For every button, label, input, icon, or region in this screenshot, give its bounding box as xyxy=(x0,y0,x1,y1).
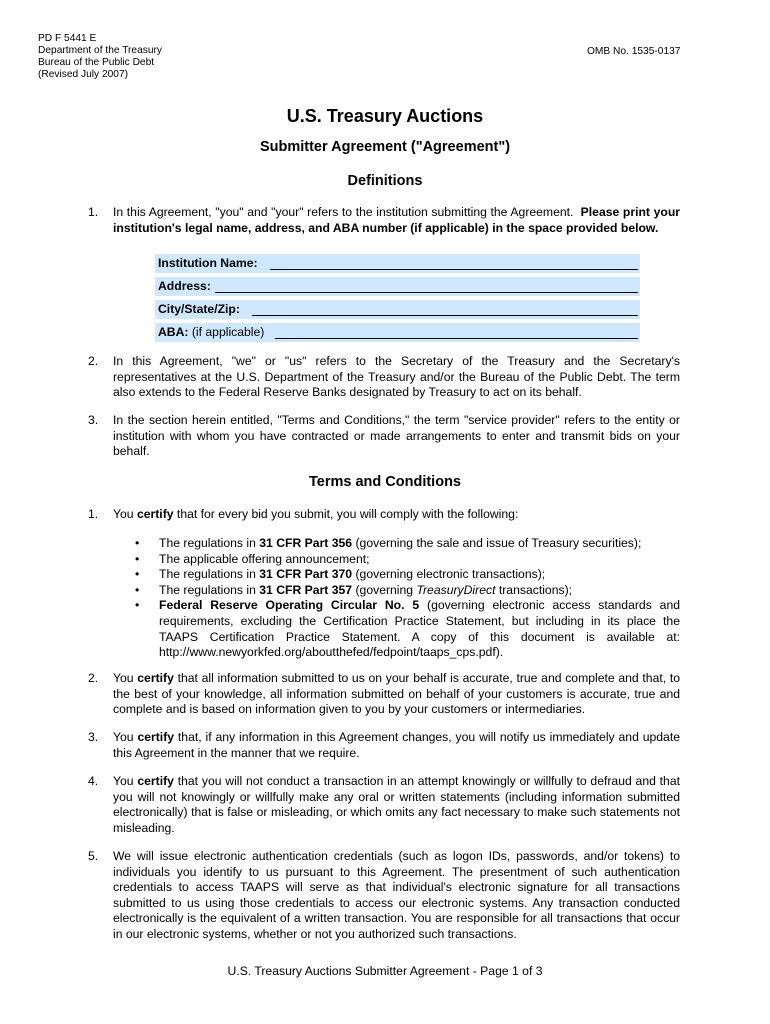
form-header xyxy=(38,33,162,81)
item-number: 1. xyxy=(88,205,99,219)
item-text-bold: certify xyxy=(137,671,174,685)
institution-name-field[interactable] xyxy=(155,254,640,273)
term-item-5 xyxy=(88,849,680,943)
item-number: 5. xyxy=(88,849,99,863)
bullet-icon: • xyxy=(135,582,140,597)
bullet-text: transactions); xyxy=(495,582,573,597)
item-text-pre: You xyxy=(113,671,138,685)
definition-item-2 xyxy=(88,354,680,402)
term-item-2 xyxy=(88,671,680,719)
bullet-bold: 31 CFR Part 356 xyxy=(259,536,353,550)
bullet-bold: 31 CFR Part 357 xyxy=(259,582,353,597)
item-number: 4. xyxy=(88,774,99,788)
aba-label: ABA: xyxy=(158,325,189,339)
item-text-bold: certify xyxy=(137,774,174,788)
bullet-text: The regulations in xyxy=(159,582,260,597)
bullet-text: (governing xyxy=(352,582,417,597)
item-instruction: Please print your institution's legal name, address, and ABA number (if applicable) in the space provided below. xyxy=(113,205,681,235)
institution-name-label: Institution Name: xyxy=(158,256,258,270)
item-text-pre: You xyxy=(113,507,137,521)
item-text: In this Agreement, "we" or "us" refers to the Secretary of the Treasury and the Secretary's representatives at the U.S. Department of the Treasury and/or the Bureau of the Public Debt. The term also extends to the Federal Reserve Banks designated by Treasury to act on its behalf. xyxy=(113,354,680,400)
compliance-list xyxy=(135,536,680,661)
aba-line xyxy=(275,338,638,339)
item-text: We will issue electronic authentication credentials (such as logon IDs, passwords, and/or tokens) to individuals you identify to us pursuant to this Agreement. The presentment of such authentication credentials to access TAAPS will serve as that individual's electronic signature for all transactions submitted to us using those credentials to access our electronic systems. Any transaction conducted electronically is the equivalent of a written transaction. You are responsible for all transactions that occur in our electronic systems, whether or not you authorized such transactions. xyxy=(113,849,680,941)
list-item xyxy=(135,583,680,599)
bureau: Bureau of the Public Debt xyxy=(38,57,155,68)
terms-heading: Terms and Conditions xyxy=(309,474,461,490)
bullet-italic: TreasuryDirect xyxy=(416,582,496,597)
bullet-text: The applicable offering announcement; xyxy=(159,551,370,566)
bullet-text: (governing the sale and issue of Treasury securities); xyxy=(352,536,642,550)
institution-name-line xyxy=(270,269,638,270)
city-state-zip-field[interactable] xyxy=(155,300,640,319)
bullet-text: (governing electronic access standards and requirements, excluding the Certification Practice Statement, but including in its place the TAAPS Certification Practice Statement. A copy of this document is available at: http://www.newyorkfed.org/aboutthefed/fedpoint/taaps_cps.pdf). xyxy=(159,598,680,660)
item-number: 3. xyxy=(88,413,99,427)
item-text-post: that for every bid you submit, you will comply with the following: xyxy=(173,507,519,521)
page-subtitle: Submitter Agreement ("Agreement") xyxy=(259,139,511,155)
item-text: In this Agreement, "you" and "your" refers to the institution submitting the Agreement. xyxy=(113,205,574,219)
address-label: Address: xyxy=(158,279,211,293)
definition-item-3 xyxy=(88,413,680,461)
bullet-bold: 31 CFR Part 370 xyxy=(259,567,353,582)
address-line xyxy=(215,292,638,293)
department: Department of the Treasury xyxy=(38,45,163,56)
bullet-text: The regulations in xyxy=(159,536,260,550)
item-text-bold: certify xyxy=(136,507,174,521)
revision-date: (Revised July 2007) xyxy=(38,69,129,80)
city-state-zip-label: City/State/Zip: xyxy=(158,302,240,316)
bullet-icon: • xyxy=(135,567,140,582)
bullet-text: (governing electronic transactions); xyxy=(352,567,546,582)
aba-field[interactable] xyxy=(155,323,640,342)
item-text-bold: certify xyxy=(137,730,175,744)
item-text: In the section herein entitled, "Terms and Conditions," the term "service provider" refers to the entity or institution with whom you have contracted or made arrangements to enter and transmit bids on your behalf. xyxy=(113,413,680,459)
item-number: 2. xyxy=(88,354,99,368)
item-number: 3. xyxy=(88,730,99,744)
address-field[interactable] xyxy=(155,277,640,296)
definition-item-1 xyxy=(88,205,680,253)
term-item-1 xyxy=(88,507,680,523)
omb-number: OMB No. 1535-0137 xyxy=(587,46,681,57)
item-number: 1. xyxy=(88,507,99,521)
list-item xyxy=(135,552,680,568)
bullet-icon: • xyxy=(135,551,140,566)
form-id: PD F 5441 E xyxy=(38,33,97,44)
item-number: 2. xyxy=(88,671,99,685)
list-item xyxy=(135,567,680,583)
list-item xyxy=(135,536,680,552)
item-text-post: that you will not conduct a transaction in an attempt knowingly or willfully to defraud and that you will not knowingly or willfully make any oral or written statements (including information submitted electronically) that is false or misleading, or which omits any fact necessary to make such statements not misleading. xyxy=(113,774,681,835)
term-item-3 xyxy=(88,730,680,762)
item-text-post: that all information submitted to us on your behalf is accurate, true and complete and that, to the best of your knowledge, all information submitted on behalf of your customers is accurate, true and complete and is based on information given to you by your customers or intermediaries. xyxy=(113,671,681,717)
list-item xyxy=(135,598,680,660)
bullet-text: The regulations in xyxy=(159,567,260,582)
item-text-pre: You xyxy=(113,774,138,788)
bullet-icon: • xyxy=(135,598,140,613)
city-state-zip-line xyxy=(252,315,638,316)
term-item-4 xyxy=(88,774,680,838)
bullet-icon: • xyxy=(135,536,140,550)
bullet-bold: Federal Reserve Operating Circular No. 5 xyxy=(159,598,420,613)
definitions-heading: Definitions xyxy=(347,173,423,189)
item-text-post: that, if any information in this Agreement changes, you will notify us immediately and update this Agreement in the manner that we require. xyxy=(113,730,681,760)
page-footer: U.S. Treasury Auctions Submitter Agreement - Page 1 of 3 xyxy=(227,964,543,978)
item-text-pre: You xyxy=(113,730,138,744)
aba-note: (if applicable) xyxy=(191,325,265,339)
page-title: U.S. Treasury Auctions xyxy=(286,106,484,126)
